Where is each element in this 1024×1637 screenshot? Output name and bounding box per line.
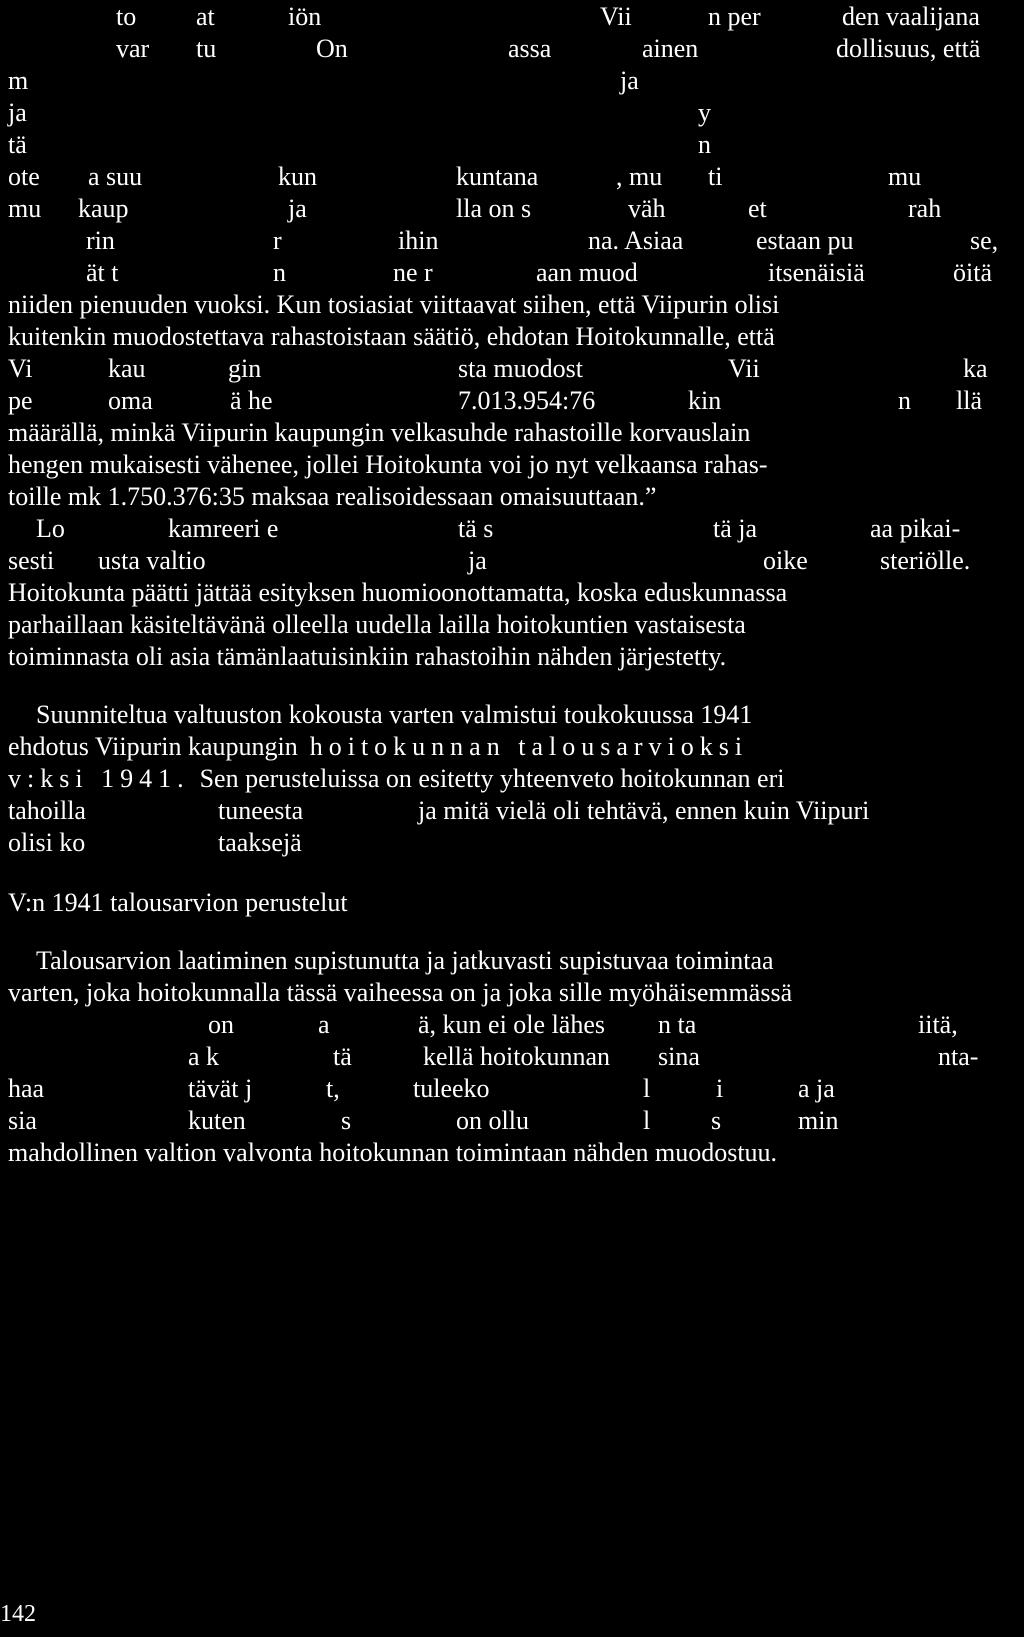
fragment-line: [8, 514, 998, 544]
paragraph-line: Suunniteltua valtuuston kokousta varten valmistui toukokuussa 1941: [36, 700, 753, 729]
text-fragment: Vi: [8, 354, 33, 383]
paragraph-line: varten, joka hoitokunnalla tässä vaiheessa on ja joka sille myöhäisemmässä: [8, 978, 793, 1007]
fragment-line: [8, 258, 998, 288]
text-fragment: lla on s: [456, 194, 532, 223]
text-fragment: olisi ko: [8, 828, 86, 857]
text-fragment: on ollu: [456, 1106, 529, 1135]
text-fragment: rah: [908, 194, 942, 223]
text-fragment: tä ja: [713, 514, 758, 543]
text-line: kuitenkin muodostettava rahastoistaan säätiö, ehdotan Hoitokunnalle, että: [8, 322, 775, 351]
text-fragment: mu: [888, 162, 922, 191]
text-fragment: väh: [628, 194, 666, 223]
page-number: 142: [0, 1601, 36, 1627]
text-fragment: ne r: [393, 258, 433, 287]
text-fragment: r: [273, 226, 282, 255]
fragment-line: [8, 162, 998, 192]
text-fragment: on: [208, 1010, 234, 1039]
text-fragment: i: [716, 1074, 724, 1103]
fragment-line: [8, 66, 998, 96]
text-fragment: s: [711, 1106, 722, 1135]
text-fragment: sina: [658, 1042, 700, 1071]
text-fragment: llä: [956, 386, 982, 415]
text-fragment: ä, kun ei ole lähes: [418, 1010, 605, 1039]
fragment-line: [8, 354, 998, 384]
text-fragment: at: [196, 2, 215, 31]
text-fragment: gin: [228, 354, 262, 383]
text-fragment: ja: [468, 546, 487, 575]
text-fragment: tä: [333, 1042, 352, 1071]
text-fragment: m: [8, 66, 29, 95]
text-fragment: a ja: [798, 1074, 835, 1103]
fragment-line: [8, 386, 998, 416]
fragment-line: [8, 546, 998, 576]
text-fragment: ä he: [230, 386, 273, 415]
text-fragment: na. Asiaa: [588, 226, 684, 255]
text-fragment: sesti: [8, 546, 55, 575]
text-fragment: iitä,: [918, 1010, 958, 1039]
text-fragment: ja: [8, 98, 27, 127]
text-fragment: tä: [8, 130, 27, 159]
text-fragment: se,: [970, 226, 999, 255]
text-fragment: ät t: [86, 258, 119, 287]
text-span: ehdotus Viipurin kaupungin: [8, 732, 298, 761]
fragment-line: [8, 1106, 998, 1136]
text-span: Sen perusteluissa on esitetty yhteenveto hoitokunnan eri: [199, 764, 785, 793]
text-fragment: , mu: [616, 162, 663, 191]
text-fragment: haa: [8, 1074, 45, 1103]
text-fragment: ja: [620, 66, 639, 95]
section-heading: V:n 1941 talousarvion perustelut: [8, 888, 348, 917]
document-page: [8, 0, 1008, 1637]
fragment-line: [8, 226, 998, 256]
text-fragment: aa pikai-: [870, 514, 961, 543]
text-fragment: estaan pu: [756, 226, 854, 255]
text-fragment: assa: [508, 34, 552, 63]
text-fragment: tävät j: [188, 1074, 253, 1103]
paragraph-line: Hoitokunta päätti jättää esityksen huomioonottamatta, koska eduskunnassa: [8, 578, 788, 607]
text-fragment: Lo: [36, 514, 65, 543]
text-fragment: ainen: [642, 34, 699, 63]
text-fragment: kin: [688, 386, 722, 415]
paragraph-line: [8, 732, 998, 762]
paragraph-line: [8, 764, 998, 794]
text-fragment: 7.013.954:76: [458, 386, 596, 415]
text-line: toille mk 1.750.376:35 maksaa realisoidessaan omaisuuttaan.”: [8, 482, 657, 511]
text-fragment: sta muodost: [458, 354, 583, 383]
text-fragment: Vii: [728, 354, 760, 383]
text-fragment: ja: [288, 194, 307, 223]
text-fragment: aan muod: [536, 258, 638, 287]
text-fragment: to: [116, 2, 137, 31]
text-fragment: steriölle.: [880, 546, 971, 575]
text-fragment: On: [316, 34, 348, 63]
text-line: niiden pienuuden vuoksi. Kun tosiasiat viittaavat siihen, että Viipurin olisi: [8, 290, 780, 319]
fragment-line: [8, 130, 998, 160]
text-fragment: ihin: [398, 226, 439, 255]
text-fragment: et: [748, 194, 767, 223]
text-fragment: kaup: [78, 194, 129, 223]
text-fragment: kellä hoitokunnan: [423, 1042, 611, 1071]
fragment-line: [8, 796, 998, 826]
emphasis-span: v:ksi 1941.: [8, 764, 190, 793]
text-fragment: oike: [763, 546, 808, 575]
text-fragment: tuneesta: [218, 796, 304, 825]
paragraph-line: parhaillaan käsiteltävänä olleella uudella lailla hoitokuntien vastaisesta: [8, 610, 746, 639]
text-fragment: itsenäisiä: [768, 258, 865, 287]
fragment-line: [8, 1010, 998, 1040]
paragraph-line: toiminnasta oli asia tämänlaatuisinkiin rahastoihin nähden järjestetty.: [8, 642, 727, 671]
text-fragment: kuntana: [456, 162, 539, 191]
fragment-line: [8, 98, 998, 128]
text-fragment: n: [698, 130, 711, 159]
text-line: hengen mukaisesti vähenee, jollei Hoitokunta voi jo nyt velkaansa rahas-: [8, 450, 768, 479]
fragment-line: [8, 1042, 998, 1072]
text-fragment: kun: [278, 162, 317, 191]
text-fragment: tu: [196, 34, 217, 63]
fragment-line: [8, 2, 998, 32]
text-fragment: ti: [708, 162, 723, 191]
text-fragment: n per: [708, 2, 761, 31]
text-fragment: iön: [288, 2, 322, 31]
text-fragment: dollisuus, että: [836, 34, 981, 63]
fragment-line: [8, 34, 998, 64]
text-fragment: tuleeko: [413, 1074, 490, 1103]
text-fragment: taaksejä: [218, 828, 302, 857]
fragment-line: [8, 1074, 998, 1104]
text-fragment: tahoilla: [8, 796, 86, 825]
text-fragment: y: [698, 98, 711, 127]
text-fragment: nta-: [938, 1042, 979, 1071]
text-fragment: kuten: [188, 1106, 246, 1135]
text-fragment: l: [643, 1074, 651, 1103]
text-fragment: a k: [188, 1042, 220, 1071]
text-fragment: den vaalijana: [842, 2, 980, 31]
text-fragment: kamreeri e: [168, 514, 279, 543]
text-fragment: ka: [963, 354, 988, 383]
text-fragment: usta valtio: [98, 546, 206, 575]
fragment-line: [8, 828, 998, 858]
text-fragment: oma: [108, 386, 153, 415]
text-fragment: Vii: [600, 2, 632, 31]
text-fragment: min: [798, 1106, 839, 1135]
fragment-line: [8, 194, 998, 224]
text-fragment: var: [116, 34, 150, 63]
emphasis-span: hoitokunnan talousarvioksi: [309, 732, 749, 761]
text-fragment: ja mitä vielä oli tehtävä, ennen kuin Viipuri: [418, 796, 870, 825]
text-fragment: n: [273, 258, 286, 287]
text-fragment: a: [318, 1010, 330, 1039]
text-fragment: pe: [8, 386, 33, 415]
text-fragment: öitä: [953, 258, 992, 287]
text-line: määrällä, minkä Viipurin kaupungin velkasuhde rahastoille korvauslain: [8, 418, 751, 447]
paragraph-line: Talousarvion laatiminen supistunutta ja jatkuvasti supistuvaa toimintaa: [36, 946, 774, 975]
text-fragment: ote: [8, 162, 40, 191]
text-fragment: mu: [8, 194, 42, 223]
text-fragment: sia: [8, 1106, 37, 1135]
text-fragment: n: [898, 386, 911, 415]
text-fragment: n ta: [658, 1010, 697, 1039]
text-fragment: kau: [108, 354, 146, 383]
text-fragment: t,: [326, 1074, 340, 1103]
text-fragment: s: [341, 1106, 352, 1135]
text-fragment: tä s: [458, 514, 494, 543]
paragraph-line: mahdollinen valtion valvonta hoitokunnan toimintaan nähden muodostuu.: [8, 1138, 778, 1167]
text-fragment: a suu: [88, 162, 143, 191]
text-fragment: rin: [86, 226, 115, 255]
text-fragment: l: [643, 1106, 651, 1135]
